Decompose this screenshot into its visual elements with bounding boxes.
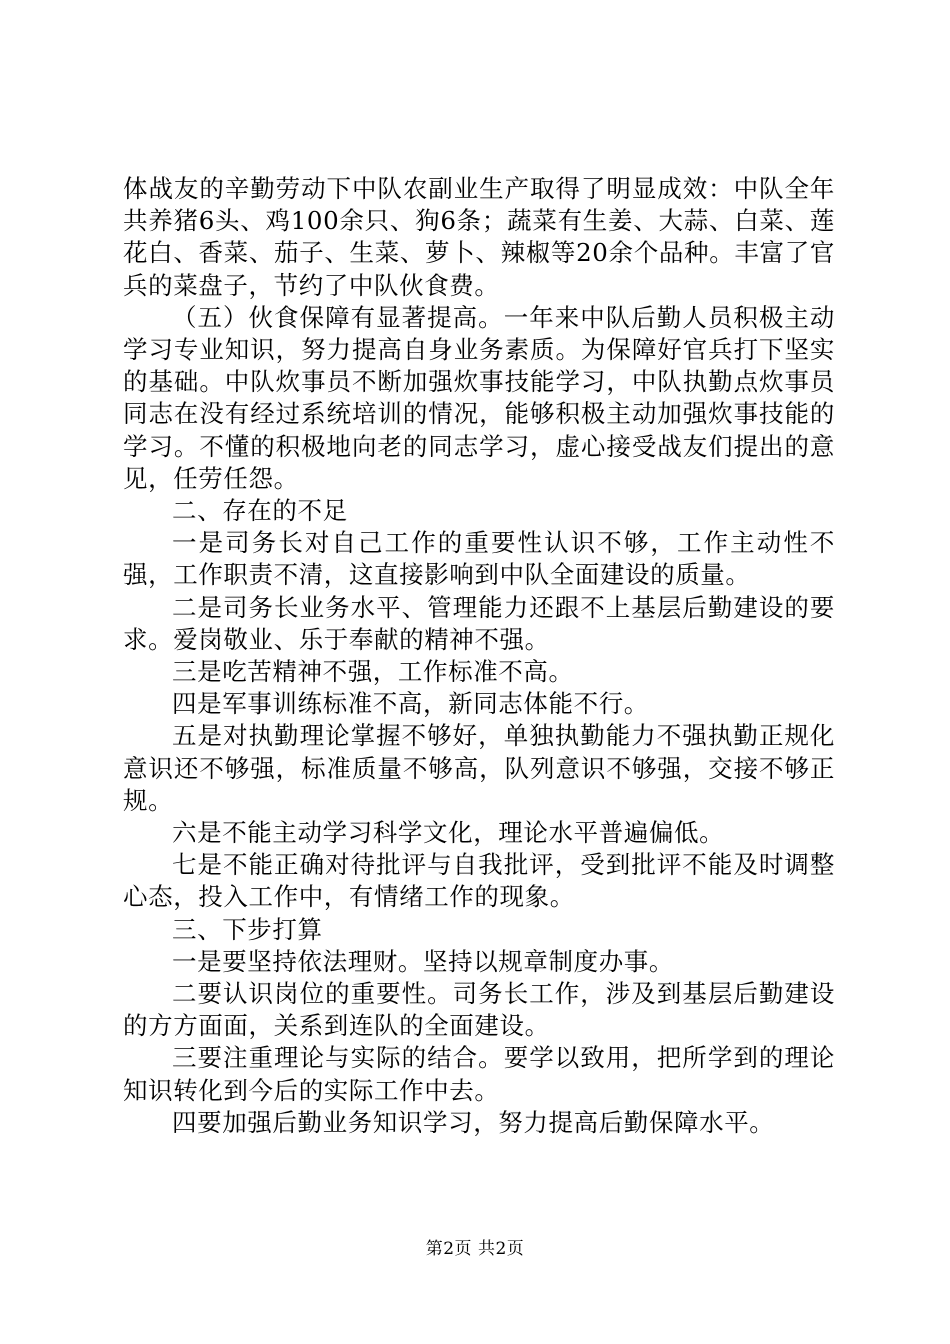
document-body [123, 173, 835, 1139]
shortcoming-item-6: 六是不能主动学习科学文化，理论水平普遍偏低。 [172, 818, 725, 848]
shortcoming-item-2: 二是司务长业务水平、管理能力还跟不上基层后勤建设的要求。爱岗敬业、乐于奉献的精神不强。 [123, 592, 835, 654]
page-footer: 第2页 共2页 [425, 1239, 525, 1259]
next-step-item-2: 二要认识岗位的重要性。司务长工作，涉及到基层后勤建设的方方面面，关系到连队的全面建设。 [123, 979, 835, 1041]
next-step-item-1: 一是要坚持依法理财。坚持以规章制度办事。 [172, 946, 674, 976]
section-heading-shortcomings: 二、存在的不足 [172, 496, 348, 526]
section-heading-next-steps: 三、下步打算 [172, 914, 323, 944]
paragraph-continuation: 体战友的辛勤劳动下中队农副业生产取得了明显成效：中队全年共养猪6头、鸡100余只、狗6条；蔬菜有生姜、大蒜、白菜、莲花白、香菜、茄子、生菜、萝卜、辣椒等20余个品种。丰富了官兵的菜盘子，节约了中队伙食费。 [123, 174, 835, 300]
shortcoming-item-7: 七是不能正确对待批评与自我批评，受到批评不能及时调整心态，投入工作中，有情绪工作的现象。 [123, 850, 835, 912]
paragraph-food-support: （五）伙食保障有显著提高。一年来中队后勤人员积极主动学习专业知识，努力提高自身业务素质。为保障好官兵打下坚实的基础。中队炊事员不断加强炊事技能学习，中队执勤点炊事员同志在没有经过系统培训的情况，能够积极主动加强炊事技能的学习。不懂的积极地向老的同志学习，虚心接受战友们提出的意见，任劳任怨。 [123, 302, 835, 493]
next-step-item-3: 三要注重理论与实际的结合。要学以致用，把所学到的理论知识转化到今后的实际工作中去。 [123, 1043, 835, 1105]
next-step-item-4: 四要加强后勤业务知识学习，努力提高后勤保障水平。 [172, 1107, 775, 1137]
shortcoming-item-4: 四是军事训练标准不高，新同志体能不行。 [172, 689, 649, 719]
shortcoming-item-3: 三是吃苦精神不强，工作标准不高。 [172, 657, 574, 687]
shortcoming-item-5: 五是对执勤理论掌握不够好，单独执勤能力不强执勤正规化意识还不够强，标准质量不够高，队列意识不够强，交接不够正规。 [123, 721, 835, 815]
shortcoming-item-1: 一是司务长对自己工作的重要性认识不够，工作主动性不强，工作职责不清，这直接影响到中队全面建设的质量。 [123, 528, 835, 590]
